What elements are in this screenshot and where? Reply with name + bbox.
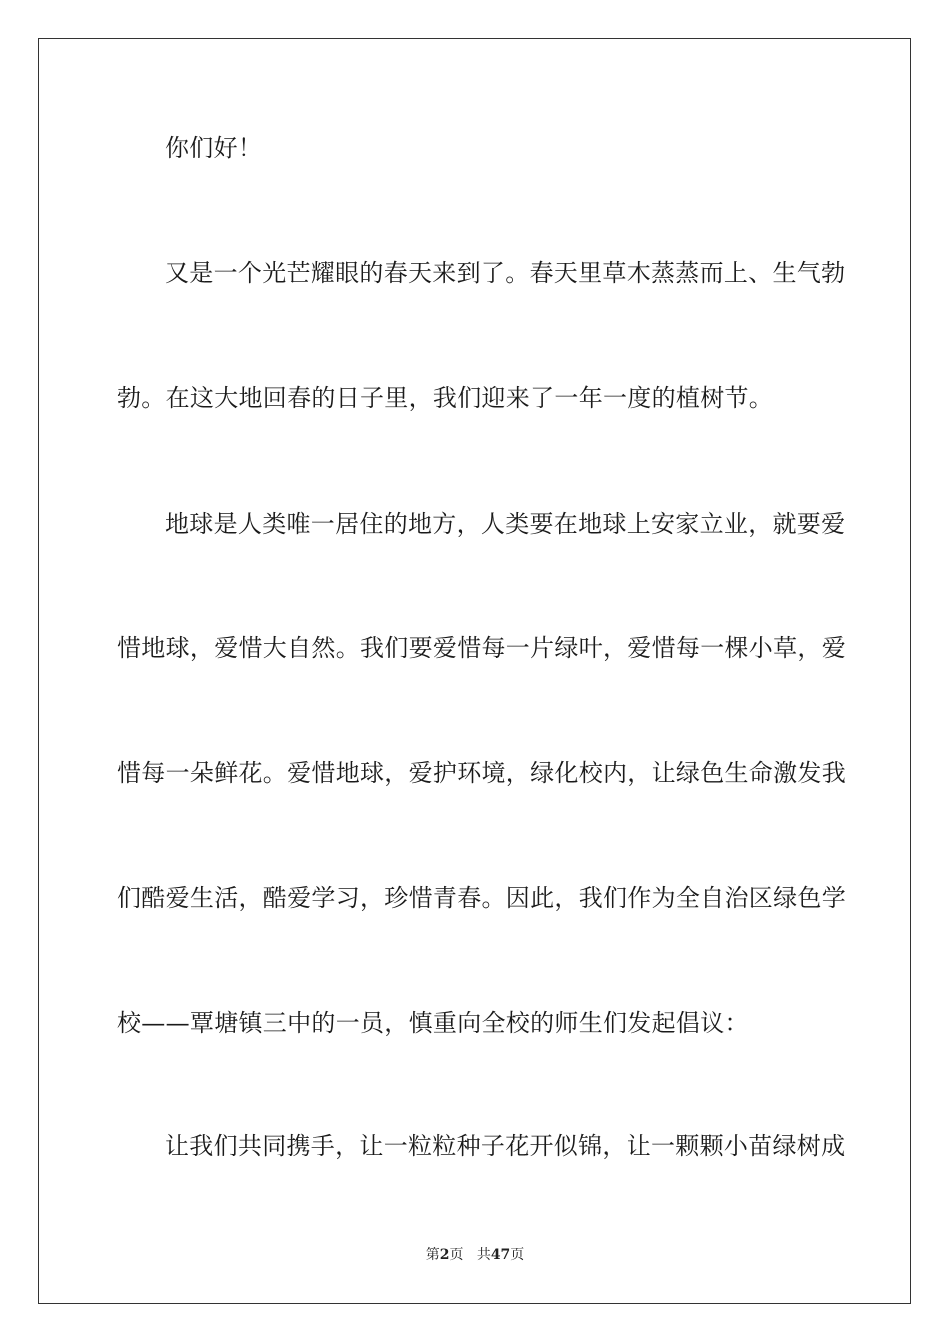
page-label-prefix: 第 — [425, 1247, 440, 1263]
text-line: 让我们共同携手，让一粒粒种子花开似锦，让一颗颗小苗绿树成 — [165, 1132, 846, 1160]
page-number: 2 — [439, 1247, 450, 1263]
text-line: 地球是人类唯一居住的地方，人类要在地球上安家立业，就要爱 — [165, 510, 846, 538]
total-label-suffix: 页 — [510, 1247, 525, 1263]
text-line: 你们好！ — [165, 134, 263, 162]
page-footer — [0, 1246, 950, 1264]
text-line: 们酷爱生活，酷爱学习，珍惜青春。因此，我们作为全自治区绿色学 — [117, 884, 846, 912]
total-label-prefix: 共 — [476, 1247, 491, 1263]
text-line: 勃。在这大地回春的日子里，我们迎来了一年一度的植树节。 — [117, 384, 774, 412]
page-label-suffix: 页 — [449, 1247, 464, 1263]
text-line: 惜每一朵鲜花。爱惜地球，爱护环境，绿化校内，让绿色生命激发我 — [117, 759, 846, 787]
text-line: 校——覃塘镇三中的一员，慎重向全校的师生们发起倡议： — [117, 1009, 749, 1037]
page-border — [38, 38, 911, 1304]
text-line: 又是一个光芒耀眼的春天来到了。春天里草木蒸蒸而上、生气勃 — [165, 259, 846, 287]
text-line: 惜地球，爱惜大自然。我们要爱惜每一片绿叶，爱惜每一棵小草，爱 — [117, 634, 846, 662]
total-pages: 47 — [490, 1247, 511, 1263]
